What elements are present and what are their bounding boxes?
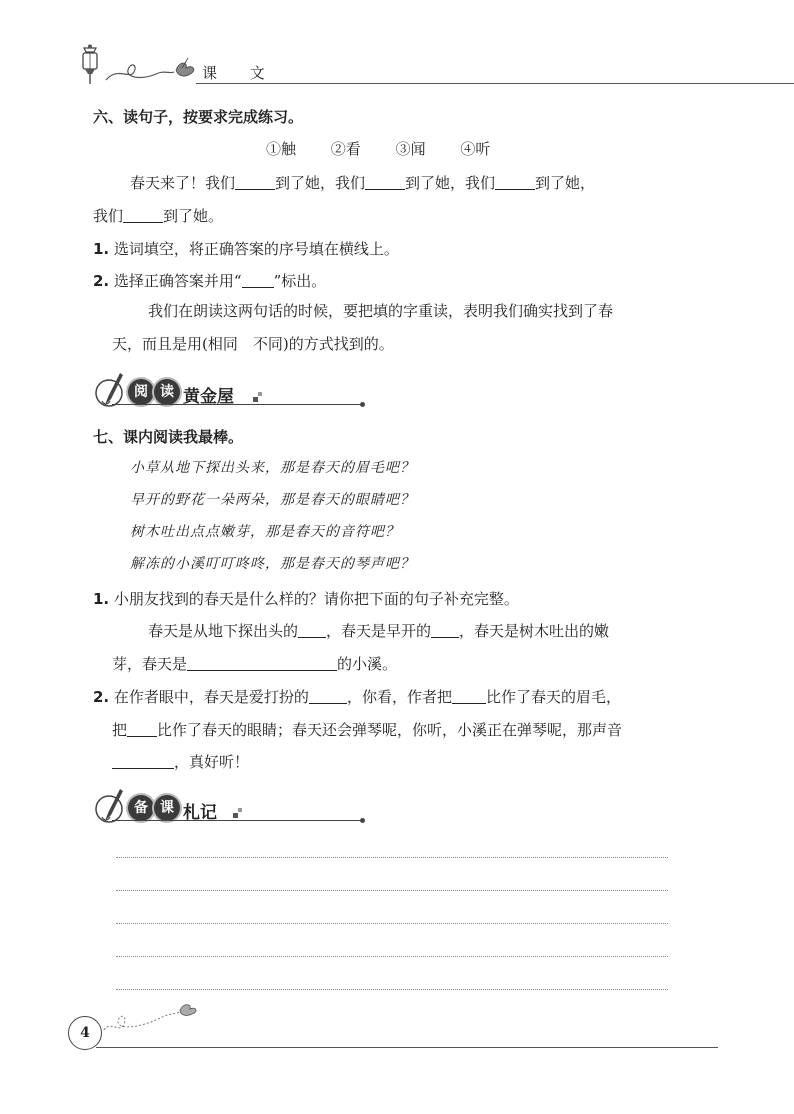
section6-question-2: 2. 选择正确答案并用“ ”标出。 [93, 272, 327, 290]
q2-passage-line-2: 天，而且是用(相同 不同)的方式找到的。 [112, 335, 394, 353]
note-line-2[interactable] [116, 890, 668, 891]
answer-blank-11[interactable] [112, 754, 174, 769]
note-line-5[interactable] [116, 989, 668, 990]
page-number: 4 [68, 1016, 102, 1050]
poem-line-3: 树木吐出点点嫩芽，那是春天的音符吧？ [130, 524, 400, 540]
header-rule [196, 83, 794, 84]
poem-line-1: 小草从地下探出头来，那是春天的眉毛吧？ [130, 460, 415, 476]
section7-heading: 七、课内阅读我最棒。 [93, 428, 244, 446]
banner1-badge-2: 读 [154, 379, 180, 405]
section7-question-1: 1. 小朋友找到的春天是什么样的？请你把下面的句子补充完整。 [93, 590, 519, 608]
header-title: 课 文 [202, 64, 279, 82]
banner1-badge-1: 阅 [128, 379, 154, 405]
note-line-3[interactable] [116, 923, 668, 924]
banner1-dot [360, 402, 365, 407]
answer-blank-8[interactable] [309, 689, 347, 704]
option-list [266, 139, 520, 159]
note-line-4[interactable] [116, 956, 668, 957]
q1-answer-line-2: 芽，春天是 的小溪。 [112, 655, 398, 673]
option-2: ②看 [330, 140, 361, 158]
q2-passage-line-1: 我们在朗读这两句话的时候，要把填的字重读，表明我们确实找到了春 [148, 302, 614, 320]
q2-answer-line-3: ，真好听！ [112, 752, 249, 772]
banner2-square-2 [238, 808, 242, 812]
note-line-1[interactable] [116, 857, 668, 858]
banner2-dot [360, 818, 365, 823]
q1-answer-line-1: 春天是从地下探出头的 ，春天是早开的 ，春天是树木吐出的嫩 [148, 622, 610, 640]
banner2-badge-2: 课 [154, 795, 180, 821]
answer-blank-3[interactable] [495, 175, 535, 190]
section7-question-2: 2. 在作者眼中，春天是爱打扮的 ，你看，作者把 比作了春天的眉毛， [93, 688, 621, 706]
banner2-badge-1: 备 [128, 795, 154, 821]
banner1-rule [112, 404, 360, 405]
answer-blank-10[interactable] [127, 722, 157, 737]
banner1-title: 黄金屋 [183, 387, 234, 407]
section6-heading: 六、读句子，按要求完成练习。 [93, 108, 304, 126]
section6-question-1: 1. 选词填空，将正确答案的序号填在横线上。 [93, 240, 399, 258]
poem-line-4: 解冻的小溪叮叮咚咚，那是春天的琴声吧？ [130, 556, 415, 572]
answer-blank-2[interactable] [365, 175, 405, 190]
answer-blank-6[interactable] [431, 623, 459, 638]
header-swirl-icon [104, 56, 199, 84]
passage-line-2: 我们 到了她。 [93, 207, 224, 225]
passage-line-1: 春天来了！我们 到了她，我们 到了她，我们 到了她， [130, 174, 596, 192]
answer-blank-5[interactable] [298, 623, 326, 638]
poem-line-2: 早开的野花一朵两朵，那是春天的眼睛吧？ [130, 492, 415, 508]
answer-blank-9[interactable] [452, 689, 486, 704]
answer-blank-1[interactable] [235, 175, 275, 190]
banner2-title: 札记 [183, 803, 217, 823]
answer-blank-7[interactable] [187, 656, 337, 671]
option-4: ④听 [460, 140, 491, 158]
mark-symbol-underline [242, 273, 274, 288]
q2-answer-line-2: 把 比作了春天的眼睛；春天还会弹琴呢，你听，小溪正在弹琴呢，那声音 [112, 721, 623, 739]
banner1-square-1 [253, 397, 258, 402]
banner1-square-2 [258, 392, 262, 396]
banner2-rule [112, 820, 360, 821]
footer-rule [96, 1047, 718, 1048]
brush-icon-2 [94, 787, 128, 827]
option-1: ①触 [266, 140, 297, 158]
option-3: ③闻 [395, 140, 426, 158]
banner2-square-1 [233, 813, 238, 818]
answer-blank-4[interactable] [123, 208, 163, 223]
brush-icon [94, 371, 128, 411]
footer-swirl-icon [100, 1000, 200, 1034]
